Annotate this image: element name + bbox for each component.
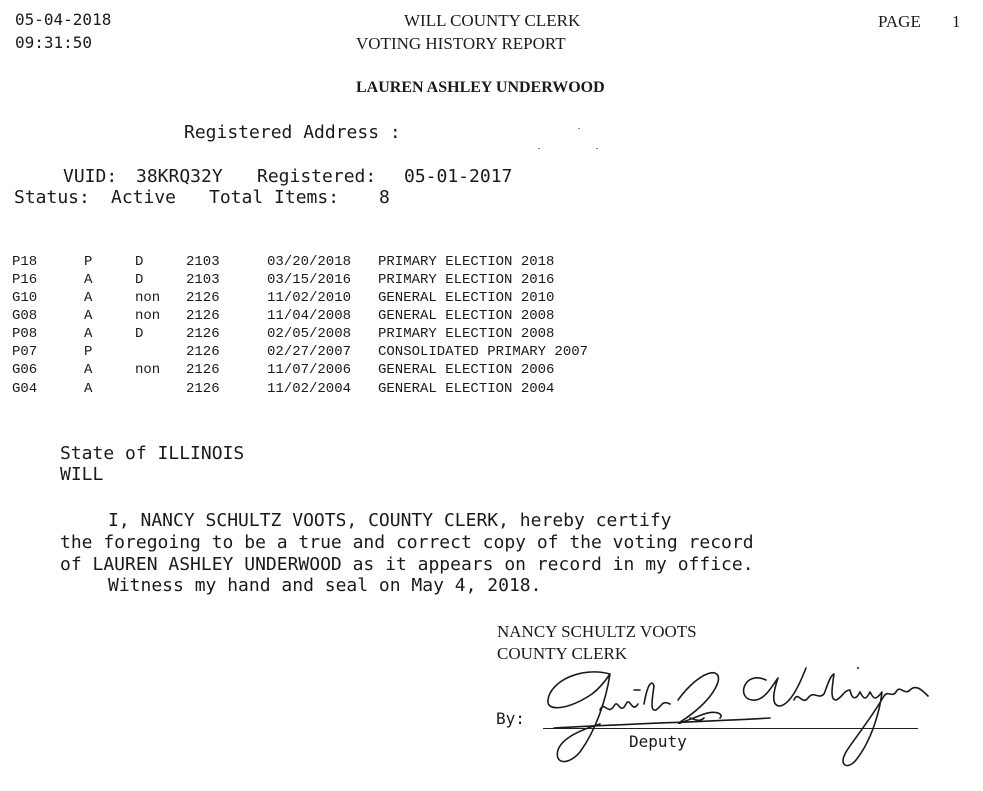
handwritten-signature: [540, 660, 940, 775]
precinct: 2103: [186, 272, 220, 288]
report-date: 05-04-2018: [15, 10, 112, 29]
report-time: 09:31:50: [15, 33, 93, 52]
certification-line-2: the foregoing to be a true and correct copy of the voting record: [60, 532, 754, 553]
election-date: 11/02/2004: [267, 381, 352, 397]
election-name: PRIMARY ELECTION 2018: [378, 254, 555, 270]
election-name: GENERAL ELECTION 2010: [378, 290, 555, 306]
certification-line-1: I, NANCY SCHULTZ VOOTS, COUNTY CLERK, hereby certify: [108, 510, 672, 531]
precinct: 2126: [186, 308, 220, 324]
vote-flag: A: [84, 381, 93, 397]
party: non: [135, 290, 161, 306]
state-line: State of ILLINOIS: [60, 443, 245, 464]
witness-line: Witness my hand and seal on May 4, 2018.: [108, 575, 542, 596]
by-label: By:: [496, 709, 525, 728]
vote-flag: A: [84, 308, 93, 324]
status-label: Status:: [14, 187, 90, 208]
election-name: CONSOLIDATED PRIMARY 2007: [378, 344, 589, 360]
party: D: [135, 272, 144, 288]
vote-flag: A: [84, 326, 93, 342]
vote-flag: P: [84, 344, 93, 360]
clerk-title: COUNTY CLERK: [497, 644, 628, 663]
county-line: WILL: [60, 464, 104, 485]
status-value: Active: [111, 187, 177, 208]
vote-flag: P: [84, 254, 93, 270]
party: D: [135, 326, 144, 342]
election-code: G10: [12, 290, 38, 306]
election-date: 11/04/2008: [267, 308, 352, 324]
office-name: WILL COUNTY CLERK: [404, 11, 581, 30]
precinct: 2126: [186, 290, 220, 306]
election-code: P08: [12, 326, 38, 342]
party: D: [135, 254, 144, 270]
registered-label: Registered:: [257, 166, 377, 187]
voter-name: LAUREN ASHLEY UNDERWOOD: [356, 79, 605, 96]
election-name: GENERAL ELECTION 2006: [378, 362, 555, 378]
deputy-label: Deputy: [629, 732, 687, 751]
certification-line-3: of LAUREN ASHLEY UNDERWOOD as it appears on record in my office.: [60, 554, 754, 575]
vote-flag: A: [84, 362, 93, 378]
election-date: 03/20/2018: [267, 254, 352, 270]
election-name: GENERAL ELECTION 2004: [378, 381, 555, 397]
precinct: 2126: [186, 344, 220, 360]
total-items-label: Total Items:: [209, 187, 340, 208]
election-code: P16: [12, 272, 38, 288]
election-date: 03/15/2016: [267, 272, 352, 288]
vote-flag: A: [84, 290, 93, 306]
vuid-label: VUID:: [63, 166, 118, 187]
election-name: PRIMARY ELECTION 2008: [378, 326, 555, 342]
election-code: P07: [12, 344, 38, 360]
election-date: 02/05/2008: [267, 326, 352, 342]
election-date: 02/27/2007: [267, 344, 352, 360]
clerk-name: NANCY SCHULTZ VOOTS: [497, 622, 697, 641]
registered-date: 05-01-2017: [404, 166, 513, 187]
registered-address-label: Registered Address :: [184, 122, 401, 143]
election-code: P18: [12, 254, 38, 270]
election-code: G04: [12, 381, 38, 397]
page-number: 1: [952, 12, 961, 31]
party: non: [135, 362, 161, 378]
report-title: VOTING HISTORY REPORT: [356, 34, 566, 53]
precinct: 2126: [186, 326, 220, 342]
page-label: PAGE: [878, 12, 921, 31]
election-date: 11/02/2010: [267, 290, 352, 306]
party: non: [135, 308, 161, 324]
election-name: PRIMARY ELECTION 2016: [378, 272, 555, 288]
total-items-value: 8: [379, 187, 390, 208]
precinct: 2126: [186, 381, 220, 397]
election-code: G08: [12, 308, 38, 324]
vuid-value: 38KRQ32Y: [136, 166, 223, 187]
election-date: 11/07/2006: [267, 362, 352, 378]
precinct: 2103: [186, 254, 220, 270]
vote-flag: A: [84, 272, 93, 288]
precinct: 2126: [186, 362, 220, 378]
election-code: G06: [12, 362, 38, 378]
election-name: GENERAL ELECTION 2008: [378, 308, 555, 324]
